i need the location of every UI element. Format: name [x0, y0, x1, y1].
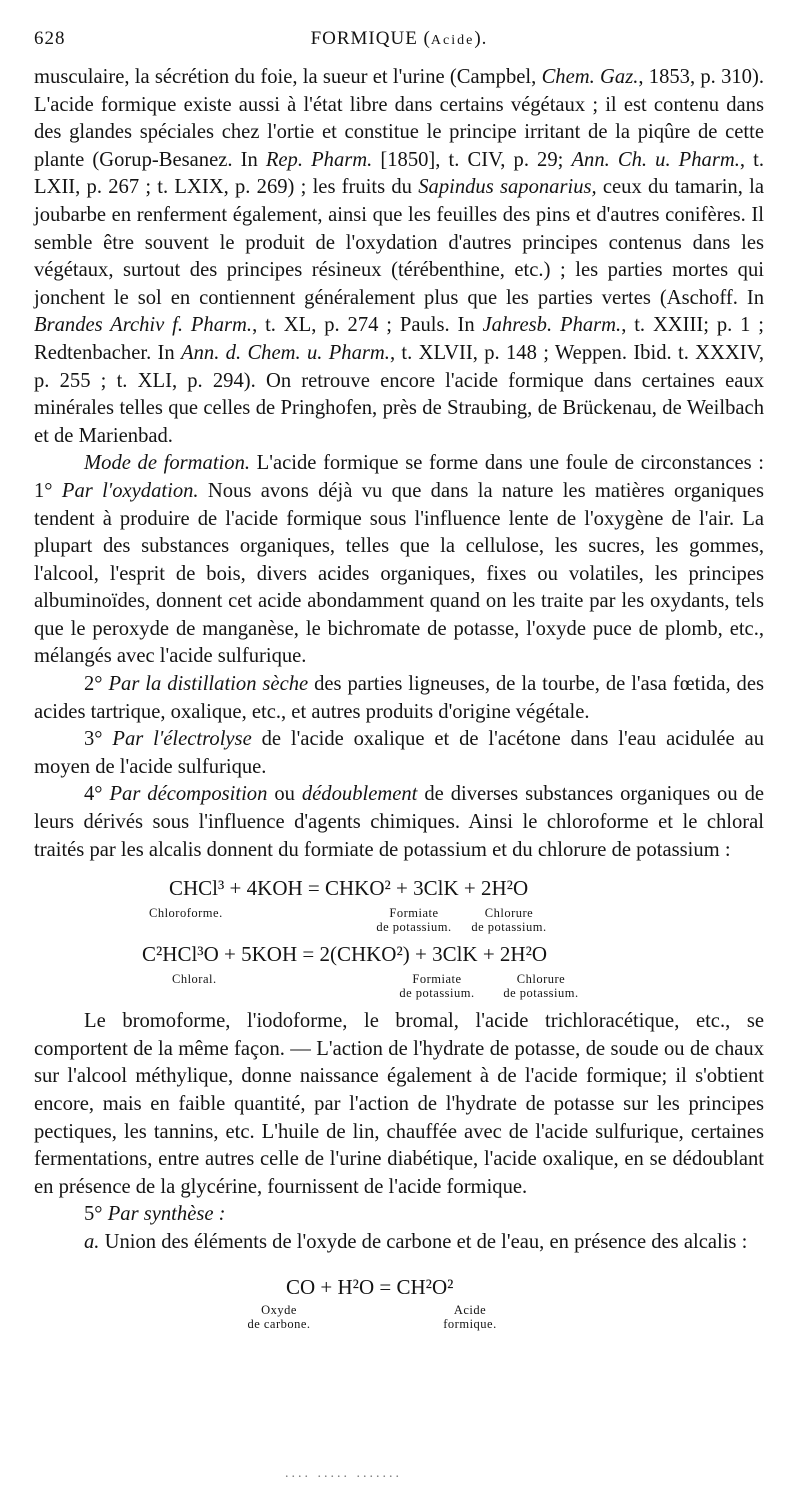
- label-chloroforme: Chloroforme.: [149, 906, 223, 921]
- label-de-potassium: de potassium.: [376, 920, 452, 935]
- equation-chloroform-chloral: [34, 876, 764, 1008]
- equation-chloroform: CHCl³ + 4KOH = CHKO² + 3ClK + 2H²O: [169, 876, 529, 901]
- equation-chloral: C²HCl³O + 5KOH = 2(CHKO²) + 3ClK + 2H²O: [142, 942, 548, 967]
- label-oxyde: Oxyde: [261, 1302, 297, 1317]
- label-acide: Acide: [453, 1302, 487, 1317]
- label-chloral: Chloral.: [172, 972, 217, 987]
- paragraph-distillation: 2° Par la distillation sèche des parties ligneuses, de la tourbe, de l'asa fœtida, des acides tartrique, oxalique, etc., et autres produits d'origine végétale.: [34, 673, 765, 723]
- page-bottom-dots: .... ..... .......: [285, 1466, 402, 1481]
- paragraph-synthese: 5° Par synthèse :: [84, 1203, 226, 1226]
- label-chlorure: Chlorure: [516, 972, 566, 987]
- running-header: [34, 28, 764, 64]
- page-number: 628: [34, 28, 66, 49]
- page: [34, 28, 764, 1335]
- label-de-carbone: de carbone.: [247, 1316, 311, 1331]
- paragraph-union-elements: a. Union des éléments de l'oxyde de carbone et de l'eau, en présence des alcalis :: [84, 1230, 748, 1253]
- label-formiate: Formiate: [412, 972, 462, 987]
- paragraph-decomposition: 4° Par décomposition ou dédoublement de diverses substances organiques ou de leurs dérivés sous l'influence d'agents chimiques. Ainsi le chloroforme et le chloral traités par les alcalis donnent du formiate de potassium et du chlorure de potassium :: [34, 783, 765, 861]
- label-de-potassium: de potassium.: [399, 986, 475, 1001]
- paragraph-mode-de-formation: Mode de formation. L'acide formique se forme dans une foule de circonstances : 1° Par l'oxydation. Nous avons déjà vu que dans la nature les matières organiques tendent à produire de l'acide formique sous l'influence lente de l'oxygène de l'air. La plupart des substances organiques, telles que la cellulose, les sucres, les gommes, l'alcool, l'esprit de bois, divers acides organiques, fixes ou volatiles, les principes albuminoïdes, donnent cet acide abondamment quand on les traite par les oxydants, tels que le peroxyde de manganèse, le bichromate de potasse, l'oxyde puce de plomb, etc., mélangés avec l'acide sulfurique.: [34, 452, 765, 668]
- paragraph-electrolyse: 3° Par l'électrolyse de l'acide oxalique et de l'acétone dans l'eau acidulée au moyen de l'acide sulfurique.: [34, 728, 765, 778]
- label-de-potassium: de potassium.: [471, 920, 547, 935]
- label-de-potassium: de potassium.: [503, 986, 579, 1001]
- label-chlorure: Chlorure: [484, 906, 534, 921]
- paragraph-bromoforme: Le bromoforme, l'iodoforme, le bromal, l'acide trichloracétique, etc., se comportent de la même façon. — L'action de l'hydrate de potasse, de soude ou de chaux sur l'alcool méthylique, donne naissance également à de l'acide formique; il s'obtient encore, mais en faible quantité, par l'action de l'hydrate de potasse sur les principes pectiques, les tannins, etc. L'huile de lin, chauffée avec de l'acide sulfurique, certaines fermentations, entre autres celle de l'urine diabétique, l'acide oxalique, en se dédoublant en présence de la glycérine, fournissent de l'acide formique.: [34, 1010, 764, 1198]
- equation-oxyde-carbone: [34, 1275, 764, 1335]
- running-title: FORMIQUE (Acide).: [310, 28, 488, 49]
- label-formique: formique.: [443, 1316, 497, 1331]
- equation-co-water: CO + H²O = CH²O²: [286, 1274, 454, 1299]
- label-formiate: Formiate: [389, 906, 439, 921]
- paragraph-sources: musculaire, la sécrétion du foie, la sueur et l'urine (Campbel, Chem. Gaz., 1853, p. 310). L'acide formique existe aussi à l'état libre dans certains végétaux ; il est contenu dans des glandes spéciales chez l'ortie et constitue le principe irritant de la piqûre de cette plante (Gorup-Besanez. In Rep. Pharm. [1850], t. CIV, p. 29; Ann. Ch. u. Pharm., t. LXII, p. 267 ; t. LXIX, p. 269) ; les fruits du Sapindus saponarius, ceux du tamarin, la joubarbe en renferment également, ainsi que les feuilles des pins et d'autres conifères. Il semble être souvent le produit de l'oxydation d'autres principes contenus dans les végétaux, surtout des principes résineux (térébenthine, etc.) ; les parties mortes qui jonchent le sol en contiennent généralement plus que les parties vertes (Aschoff. In Brandes Archiv f. Pharm., t. XL, p. 274 ; Pauls. In Jahresb. Pharm., t. XXIII; p. 1 ; Redtenbacher. In Ann. d. Chem. u. Pharm., t. XLVII, p. 148 ; Weppen. Ibid. t. XXXIV, p. 255 ; t. XLI, p. 294). On retrouve encore l'acide formique dans certaines eaux minérales telles que celles de Pringhofen, près de Straubing, de Brückenau, de Weilbach et de Marienbad.: [34, 66, 765, 447]
